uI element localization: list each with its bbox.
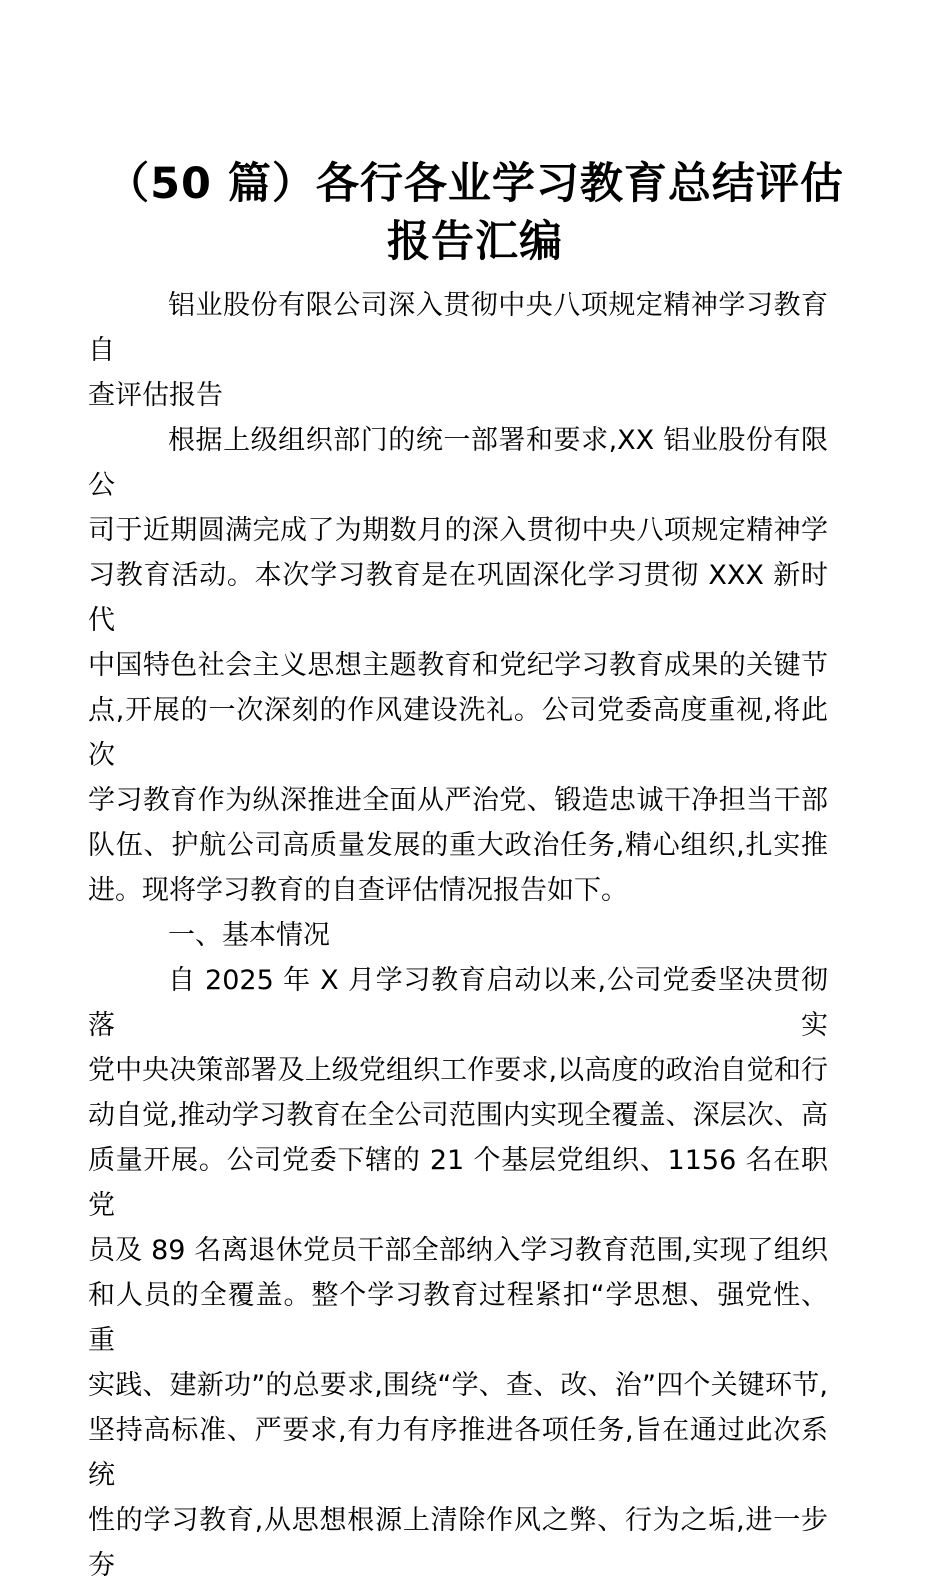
paragraph-line: 学习教育作为纵深推进全面从严治党、锻造忠诚干净担当干部 [88, 785, 828, 816]
document-page [0, 155, 950, 1581]
document-title-line-1: （50 篇）各行各业学习教育总结评估 [106, 159, 844, 209]
paragraph-line: 自 2025 年 X 月学习教育启动以来,公司党委坚决贯彻落实 [88, 965, 828, 1041]
paragraph-line: 习教育活动。本次学习教育是在巩固深化学习贯彻 XXX 新时代 [88, 560, 828, 636]
paragraph-line: 性的学习教育,从思想根源上清除作风之弊、行为之垢,进一步夯 [88, 1505, 828, 1581]
document-body [88, 283, 828, 1588]
subtitle-paragraph [88, 283, 828, 418]
document-title-line-2: 报告汇编 [387, 217, 563, 267]
paragraph-line: 坚持高标准、严要求,有力有序推进各项任务,旨在通过此次系统 [88, 1415, 828, 1491]
paragraph-line: 查评估报告 [88, 380, 223, 411]
paragraph-line: 党中央决策部署及上级党组织工作要求,以高度的政治自觉和行 [88, 1055, 828, 1086]
paragraph-line: 员及 89 名离退休党员干部全部纳入学习教育范围,实现了组织 [88, 1235, 828, 1266]
paragraph-line: 实践、建新功”的总要求,围绕“学、查、改、治”四个关键环节, [88, 1370, 828, 1401]
basic-situation-paragraph [88, 958, 828, 1588]
paragraph-line: 中国特色社会主义思想主题教育和党纪学习教育成果的关键节 [88, 650, 828, 681]
paragraph-line: 根据上级组织部门的统一部署和要求,XX 铝业股份有限公 [88, 425, 828, 501]
paragraph-line: 队伍、护航公司高质量发展的重大政治任务,精心组织,扎实推 [88, 830, 828, 861]
paragraph-line: 进。现将学习教育的自查评估情况报告如下。 [88, 875, 628, 906]
paragraph-line: 点,开展的一次深刻的作风建设洗礼。公司党委高度重视,将此次 [88, 695, 828, 771]
document-title [0, 155, 950, 271]
paragraph-line: 铝业股份有限公司深入贯彻中央八项规定精神学习教育自 [88, 290, 828, 366]
paragraph-line: 司于近期圆满完成了为期数月的深入贯彻中央八项规定精神学 [88, 515, 828, 546]
intro-paragraph [88, 418, 828, 913]
section-heading: 一、基本情况 [168, 920, 330, 951]
paragraph-line: 和人员的全覆盖。整个学习教育过程紧扣“学思想、强党性、重 [88, 1280, 828, 1356]
paragraph-line: 质量开展。公司党委下辖的 21 个基层党组织、1156 名在职党 [88, 1145, 828, 1221]
paragraph-line: 动自觉,推动学习教育在全公司范围内实现全覆盖、深层次、高 [88, 1100, 828, 1131]
